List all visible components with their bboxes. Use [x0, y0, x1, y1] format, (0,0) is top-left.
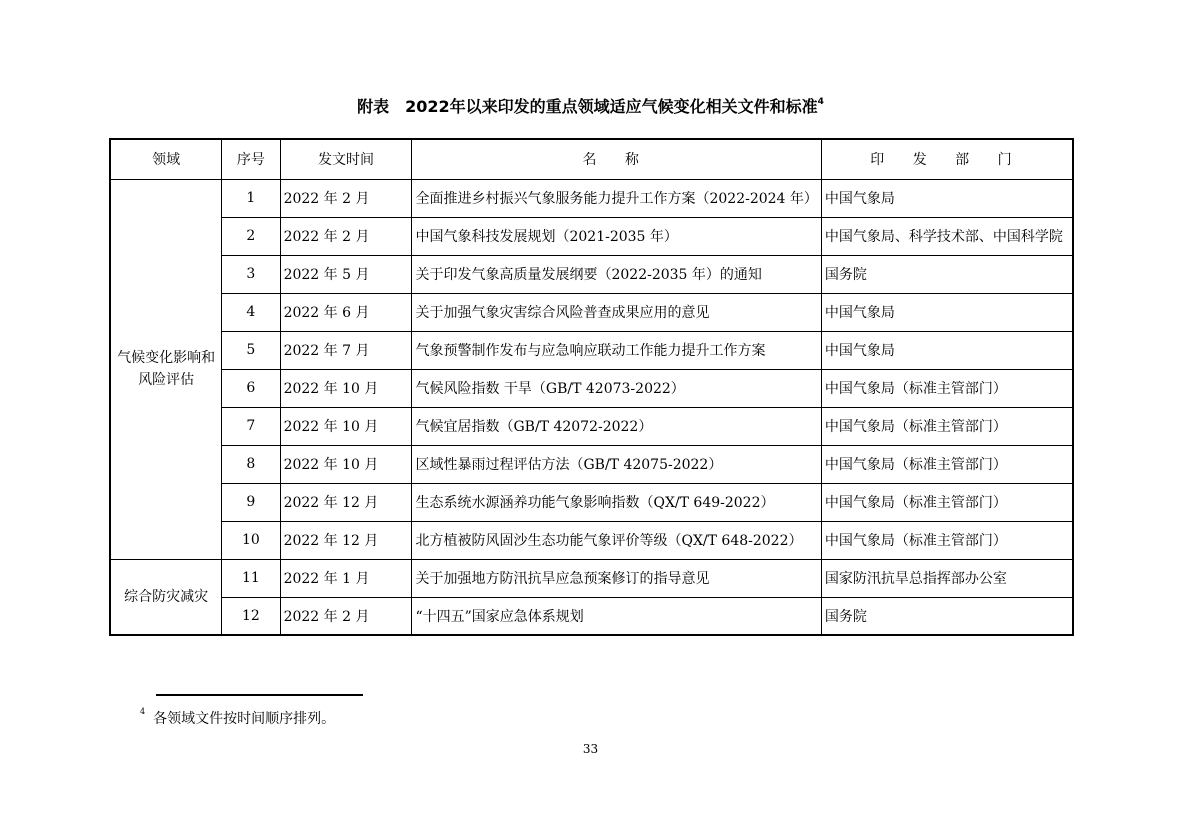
table-title: [0, 94, 1181, 117]
header-domain: 领域: [110, 139, 222, 179]
cell-dept: 中国气象局、科学技术部、中国科学院: [821, 217, 1073, 255]
header-name: 名 称: [412, 139, 821, 179]
cell-dept: 国务院: [821, 597, 1073, 635]
table-row: [110, 407, 1073, 445]
footnote-ref: 4: [817, 96, 824, 107]
footnote: [140, 708, 335, 728]
cell-date: 2022 年 2 月: [280, 179, 412, 217]
cell-date: 2022 年 12 月: [280, 521, 412, 559]
cell-name: 中国气象科技发展规划（2021-2035 年）: [412, 217, 821, 255]
cell-seq: 10: [222, 521, 280, 559]
table-row: [110, 255, 1073, 293]
cell-seq: 2: [222, 217, 280, 255]
cell-dept: 中国气象局（标准主管部门）: [821, 483, 1073, 521]
cell-name: 气候风险指数 干旱（GB/T 42073-2022）: [412, 369, 821, 407]
cell-domain: 气候变化影响和风险评估: [110, 179, 222, 559]
cell-seq: 6: [222, 369, 280, 407]
title-main: 2022年以来印发的重点领域适应气候变化相关文件和标准: [405, 97, 818, 116]
cell-dept: 中国气象局: [821, 331, 1073, 369]
header-dept: 印 发 部 门: [821, 139, 1073, 179]
cell-name: 关于印发气象高质量发展纲要（2022-2035 年）的通知: [412, 255, 821, 293]
cell-seq: 1: [222, 179, 280, 217]
cell-name: 气候宜居指数（GB/T 42072-2022）: [412, 407, 821, 445]
cell-seq: 7: [222, 407, 280, 445]
table-row: [110, 179, 1073, 217]
page-number: 33: [582, 742, 599, 756]
footnote-divider: [156, 694, 363, 696]
cell-date: 2022 年 2 月: [280, 597, 412, 635]
cell-name: 气象预警制作发布与应急响应联动工作能力提升工作方案: [412, 331, 821, 369]
table-row: [110, 445, 1073, 483]
cell-date: 2022 年 10 月: [280, 369, 412, 407]
cell-seq: 5: [222, 331, 280, 369]
cell-date: 2022 年 2 月: [280, 217, 412, 255]
table-row: [110, 521, 1073, 559]
cell-date: 2022 年 1 月: [280, 559, 412, 597]
table-row: [110, 597, 1073, 635]
table-body: [110, 179, 1073, 635]
cell-date: 2022 年 7 月: [280, 331, 412, 369]
title-label: 附表: [357, 97, 390, 116]
cell-seq: 4: [222, 293, 280, 331]
header-seq: 序号: [222, 139, 280, 179]
cell-name: 北方植被防风固沙生态功能气象评价等级（QX/T 648-2022）: [412, 521, 821, 559]
cell-date: 2022 年 6 月: [280, 293, 412, 331]
table-row: [110, 369, 1073, 407]
documents-table: [109, 138, 1074, 636]
cell-name: 生态系统水源涵养功能气象影响指数（QX/T 649-2022）: [412, 483, 821, 521]
table-row: [110, 217, 1073, 255]
cell-name: 关于加强气象灾害综合风险普查成果应用的意见: [412, 293, 821, 331]
table-row: [110, 483, 1073, 521]
footnote-text: 各领域文件按时间顺序排列。: [153, 711, 336, 727]
cell-seq: 11: [222, 559, 280, 597]
cell-date: 2022 年 5 月: [280, 255, 412, 293]
cell-dept: 国务院: [821, 255, 1073, 293]
cell-name: 关于加强地方防汛抗旱应急预案修订的指导意见: [412, 559, 821, 597]
cell-seq: 8: [222, 445, 280, 483]
header-date: 发文时间: [280, 139, 412, 179]
cell-date: 2022 年 10 月: [280, 407, 412, 445]
cell-seq: 12: [222, 597, 280, 635]
cell-dept: 中国气象局: [821, 179, 1073, 217]
footnote-marker: 4: [140, 707, 146, 717]
table-row: [110, 293, 1073, 331]
cell-dept: 中国气象局（标准主管部门）: [821, 407, 1073, 445]
cell-seq: 9: [222, 483, 280, 521]
cell-name: “十四五”国家应急体系规划: [412, 597, 821, 635]
cell-name: 全面推进乡村振兴气象服务能力提升工作方案（2022-2024 年）: [412, 179, 821, 217]
table-header-row: [110, 139, 1073, 179]
cell-date: 2022 年 12 月: [280, 483, 412, 521]
cell-name: 区域性暴雨过程评估方法（GB/T 42075-2022）: [412, 445, 821, 483]
table-row: [110, 331, 1073, 369]
table-row: [110, 559, 1073, 597]
cell-dept: 中国气象局（标准主管部门）: [821, 369, 1073, 407]
cell-dept: 国家防汛抗旱总指挥部办公室: [821, 559, 1073, 597]
cell-date: 2022 年 10 月: [280, 445, 412, 483]
cell-dept: 中国气象局（标准主管部门）: [821, 521, 1073, 559]
cell-dept: 中国气象局: [821, 293, 1073, 331]
cell-domain: 综合防灾减灾: [110, 559, 222, 635]
cell-seq: 3: [222, 255, 280, 293]
cell-dept: 中国气象局（标准主管部门）: [821, 445, 1073, 483]
